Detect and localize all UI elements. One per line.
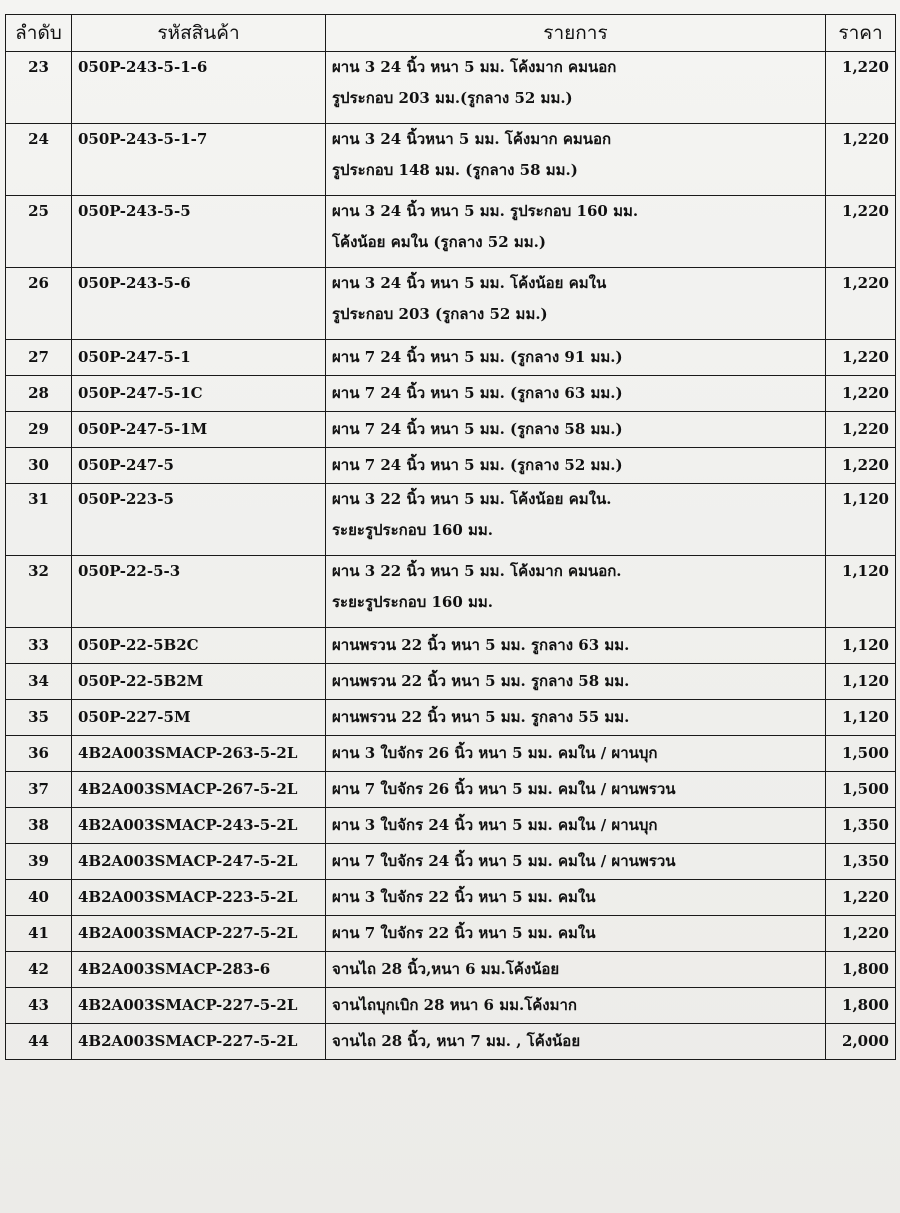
product-price: 1,800 xyxy=(826,952,896,988)
row-number: 35 xyxy=(6,700,72,736)
description-line: ผาน 3 22 นิ้ว หนา 5 มม. โค้งมาก คมนอก. xyxy=(332,562,622,580)
product-description xyxy=(326,376,826,412)
description-line: ผาน 7 ใบจักร 26 นิ้ว หนา 5 มม. คมใน / ผานพรวน xyxy=(332,780,676,798)
product-code: 4B2A003SMACP-247-5-2L xyxy=(72,844,326,880)
description-line: ผาน 3 24 นิ้ว หนา 5 มม. โค้งมาก คมนอก xyxy=(332,58,617,76)
header-price: ราคา xyxy=(826,15,896,52)
product-code: 050P-243-5-1-6 xyxy=(72,52,326,124)
table-body xyxy=(6,52,896,1060)
row-number: 27 xyxy=(6,340,72,376)
product-description xyxy=(326,484,826,556)
product-description xyxy=(326,196,826,268)
product-description xyxy=(326,268,826,340)
product-price: 1,800 xyxy=(826,988,896,1024)
product-price: 1,220 xyxy=(826,412,896,448)
description-line: ผาน 7 24 นิ้ว หนา 5 มม. (รูกลาง 91 มม.) xyxy=(332,348,623,366)
product-code: 050P-247-5-1M xyxy=(72,412,326,448)
table-row xyxy=(6,52,896,124)
product-price: 1,500 xyxy=(826,772,896,808)
table-row xyxy=(6,664,896,700)
table-row xyxy=(6,700,896,736)
product-description xyxy=(326,1024,826,1060)
product-price: 1,220 xyxy=(826,448,896,484)
table-row xyxy=(6,376,896,412)
table-row xyxy=(6,412,896,448)
table-row xyxy=(6,880,896,916)
product-description xyxy=(326,844,826,880)
row-number: 37 xyxy=(6,772,72,808)
product-code: 4B2A003SMACP-263-5-2L xyxy=(72,736,326,772)
row-number: 40 xyxy=(6,880,72,916)
product-price: 1,220 xyxy=(826,52,896,124)
row-number: 44 xyxy=(6,1024,72,1060)
description-line: รูประกอบ 203 (รูกลาง 52 มม.) xyxy=(332,305,548,323)
description-line: ผาน 3 22 นิ้ว หนา 5 มม. โค้งน้อย คมใน. xyxy=(332,490,612,508)
table-row xyxy=(6,484,896,556)
product-description xyxy=(326,952,826,988)
product-price: 1,120 xyxy=(826,700,896,736)
row-number: 30 xyxy=(6,448,72,484)
description-line: จานไถ 28 นิ้ว, หนา 7 มม. , โค้งน้อย xyxy=(332,1032,581,1050)
table-row xyxy=(6,1024,896,1060)
product-code: 050P-223-5 xyxy=(72,484,326,556)
description-line: ผาน 3 24 นิ้วหนา 5 มม. โค้งมาก คมนอก xyxy=(332,130,612,148)
product-code: 050P-247-5-1C xyxy=(72,376,326,412)
row-number: 42 xyxy=(6,952,72,988)
description-line: ผาน 3 24 นิ้ว หนา 5 มม. โค้งน้อย คมใน xyxy=(332,274,607,292)
description-line: โค้งน้อย คมใน (รูกลาง 52 มม.) xyxy=(332,233,546,251)
row-number: 36 xyxy=(6,736,72,772)
product-description xyxy=(326,808,826,844)
product-price: 1,220 xyxy=(826,916,896,952)
product-price: 1,220 xyxy=(826,376,896,412)
table-row xyxy=(6,448,896,484)
product-code: 050P-227-5M xyxy=(72,700,326,736)
product-price: 1,220 xyxy=(826,268,896,340)
table-row xyxy=(6,196,896,268)
product-description xyxy=(326,664,826,700)
product-description xyxy=(326,556,826,628)
description-line: ผานพรวน 22 นิ้ว หนา 5 มม. รูกลาง 55 มม. xyxy=(332,708,630,726)
table-row xyxy=(6,988,896,1024)
product-description xyxy=(326,124,826,196)
description-line: ผาน 3 ใบจักร 26 นิ้ว หนา 5 มม. คมใน / ผานบุก xyxy=(332,744,658,762)
description-line: รูประกอบ 203 มม.(รูกลาง 52 มม.) xyxy=(332,89,573,107)
product-code: 050P-243-5-1-7 xyxy=(72,124,326,196)
description-line: ผาน 3 ใบจักร 22 นิ้ว หนา 5 มม. คมใน xyxy=(332,888,596,906)
header-description: รายการ xyxy=(326,15,826,52)
product-code: 050P-243-5-5 xyxy=(72,196,326,268)
product-code: 4B2A003SMACP-227-5-2L xyxy=(72,988,326,1024)
row-number: 29 xyxy=(6,412,72,448)
product-description xyxy=(326,412,826,448)
table-row xyxy=(6,916,896,952)
table-row xyxy=(6,952,896,988)
product-code: 050P-22-5B2M xyxy=(72,664,326,700)
product-code: 4B2A003SMACP-283-6 xyxy=(72,952,326,988)
product-price: 1,220 xyxy=(826,196,896,268)
description-line: ผาน 3 24 นิ้ว หนา 5 มม. รูประกอบ 160 มม. xyxy=(332,202,639,220)
row-number: 23 xyxy=(6,52,72,124)
row-number: 34 xyxy=(6,664,72,700)
description-line: ผานพรวน 22 นิ้ว หนา 5 มม. รูกลาง 63 มม. xyxy=(332,636,630,654)
description-line: ผาน 3 ใบจักร 24 นิ้ว หนา 5 มม. คมใน / ผานบุก xyxy=(332,816,658,834)
description-line: ผาน 7 24 นิ้ว หนา 5 มม. (รูกลาง 52 มม.) xyxy=(332,456,623,474)
row-number: 39 xyxy=(6,844,72,880)
product-code: 050P-247-5-1 xyxy=(72,340,326,376)
product-code: 4B2A003SMACP-243-5-2L xyxy=(72,808,326,844)
product-description xyxy=(326,628,826,664)
table-row xyxy=(6,772,896,808)
description-line: ผาน 7 24 นิ้ว หนา 5 มม. (รูกลาง 63 มม.) xyxy=(332,384,623,402)
product-description xyxy=(326,52,826,124)
product-description xyxy=(326,340,826,376)
product-code: 4B2A003SMACP-267-5-2L xyxy=(72,772,326,808)
product-description xyxy=(326,988,826,1024)
row-number: 43 xyxy=(6,988,72,1024)
product-description xyxy=(326,700,826,736)
table-row xyxy=(6,556,896,628)
price-table xyxy=(5,14,896,1060)
row-number: 24 xyxy=(6,124,72,196)
description-line: รูประกอบ 148 มม. (รูกลาง 58 มม.) xyxy=(332,161,578,179)
table-row xyxy=(6,628,896,664)
product-code: 050P-22-5-3 xyxy=(72,556,326,628)
row-number: 33 xyxy=(6,628,72,664)
table-row xyxy=(6,340,896,376)
description-line: จานไถ 28 นิ้ว,หนา 6 มม.โค้งน้อย xyxy=(332,960,560,978)
product-code: 4B2A003SMACP-227-5-2L xyxy=(72,916,326,952)
table-row xyxy=(6,808,896,844)
product-description xyxy=(326,736,826,772)
product-code: 4B2A003SMACP-227-5-2L xyxy=(72,1024,326,1060)
description-line: ผาน 7 24 นิ้ว หนา 5 มม. (รูกลาง 58 มม.) xyxy=(332,420,623,438)
row-number: 25 xyxy=(6,196,72,268)
header-no: ลำดับ xyxy=(6,15,72,52)
product-price: 1,120 xyxy=(826,664,896,700)
product-price: 1,220 xyxy=(826,880,896,916)
description-line: ระยะรูประกอบ 160 มม. xyxy=(332,593,494,611)
product-price: 1,220 xyxy=(826,124,896,196)
row-number: 28 xyxy=(6,376,72,412)
table-row xyxy=(6,736,896,772)
product-price: 1,120 xyxy=(826,484,896,556)
product-price: 1,350 xyxy=(826,808,896,844)
row-number: 38 xyxy=(6,808,72,844)
table-row xyxy=(6,124,896,196)
product-description xyxy=(326,448,826,484)
description-line: ผาน 7 ใบจักร 22 นิ้ว หนา 5 มม. คมใน xyxy=(332,924,596,942)
header-code: รหัสสินค้า xyxy=(72,15,326,52)
product-price: 2,000 xyxy=(826,1024,896,1060)
description-line: ระยะรูประกอบ 160 มม. xyxy=(332,521,494,539)
product-price: 1,120 xyxy=(826,556,896,628)
product-price: 1,350 xyxy=(826,844,896,880)
row-number: 26 xyxy=(6,268,72,340)
product-code: 050P-243-5-6 xyxy=(72,268,326,340)
table-row xyxy=(6,268,896,340)
description-line: จานไถบุกเบิก 28 หนา 6 มม.โค้งมาก xyxy=(332,996,577,1014)
table-row xyxy=(6,844,896,880)
product-code: 050P-247-5 xyxy=(72,448,326,484)
row-number: 41 xyxy=(6,916,72,952)
product-price: 1,220 xyxy=(826,340,896,376)
product-code: 050P-22-5B2C xyxy=(72,628,326,664)
description-line: ผานพรวน 22 นิ้ว หนา 5 มม. รูกลาง 58 มม. xyxy=(332,672,630,690)
table-header-row xyxy=(6,15,896,52)
product-description xyxy=(326,880,826,916)
product-price: 1,120 xyxy=(826,628,896,664)
description-line: ผาน 7 ใบจักร 24 นิ้ว หนา 5 มม. คมใน / ผานพรวน xyxy=(332,852,676,870)
product-description xyxy=(326,916,826,952)
product-description xyxy=(326,772,826,808)
row-number: 31 xyxy=(6,484,72,556)
product-code: 4B2A003SMACP-223-5-2L xyxy=(72,880,326,916)
product-price: 1,500 xyxy=(826,736,896,772)
row-number: 32 xyxy=(6,556,72,628)
